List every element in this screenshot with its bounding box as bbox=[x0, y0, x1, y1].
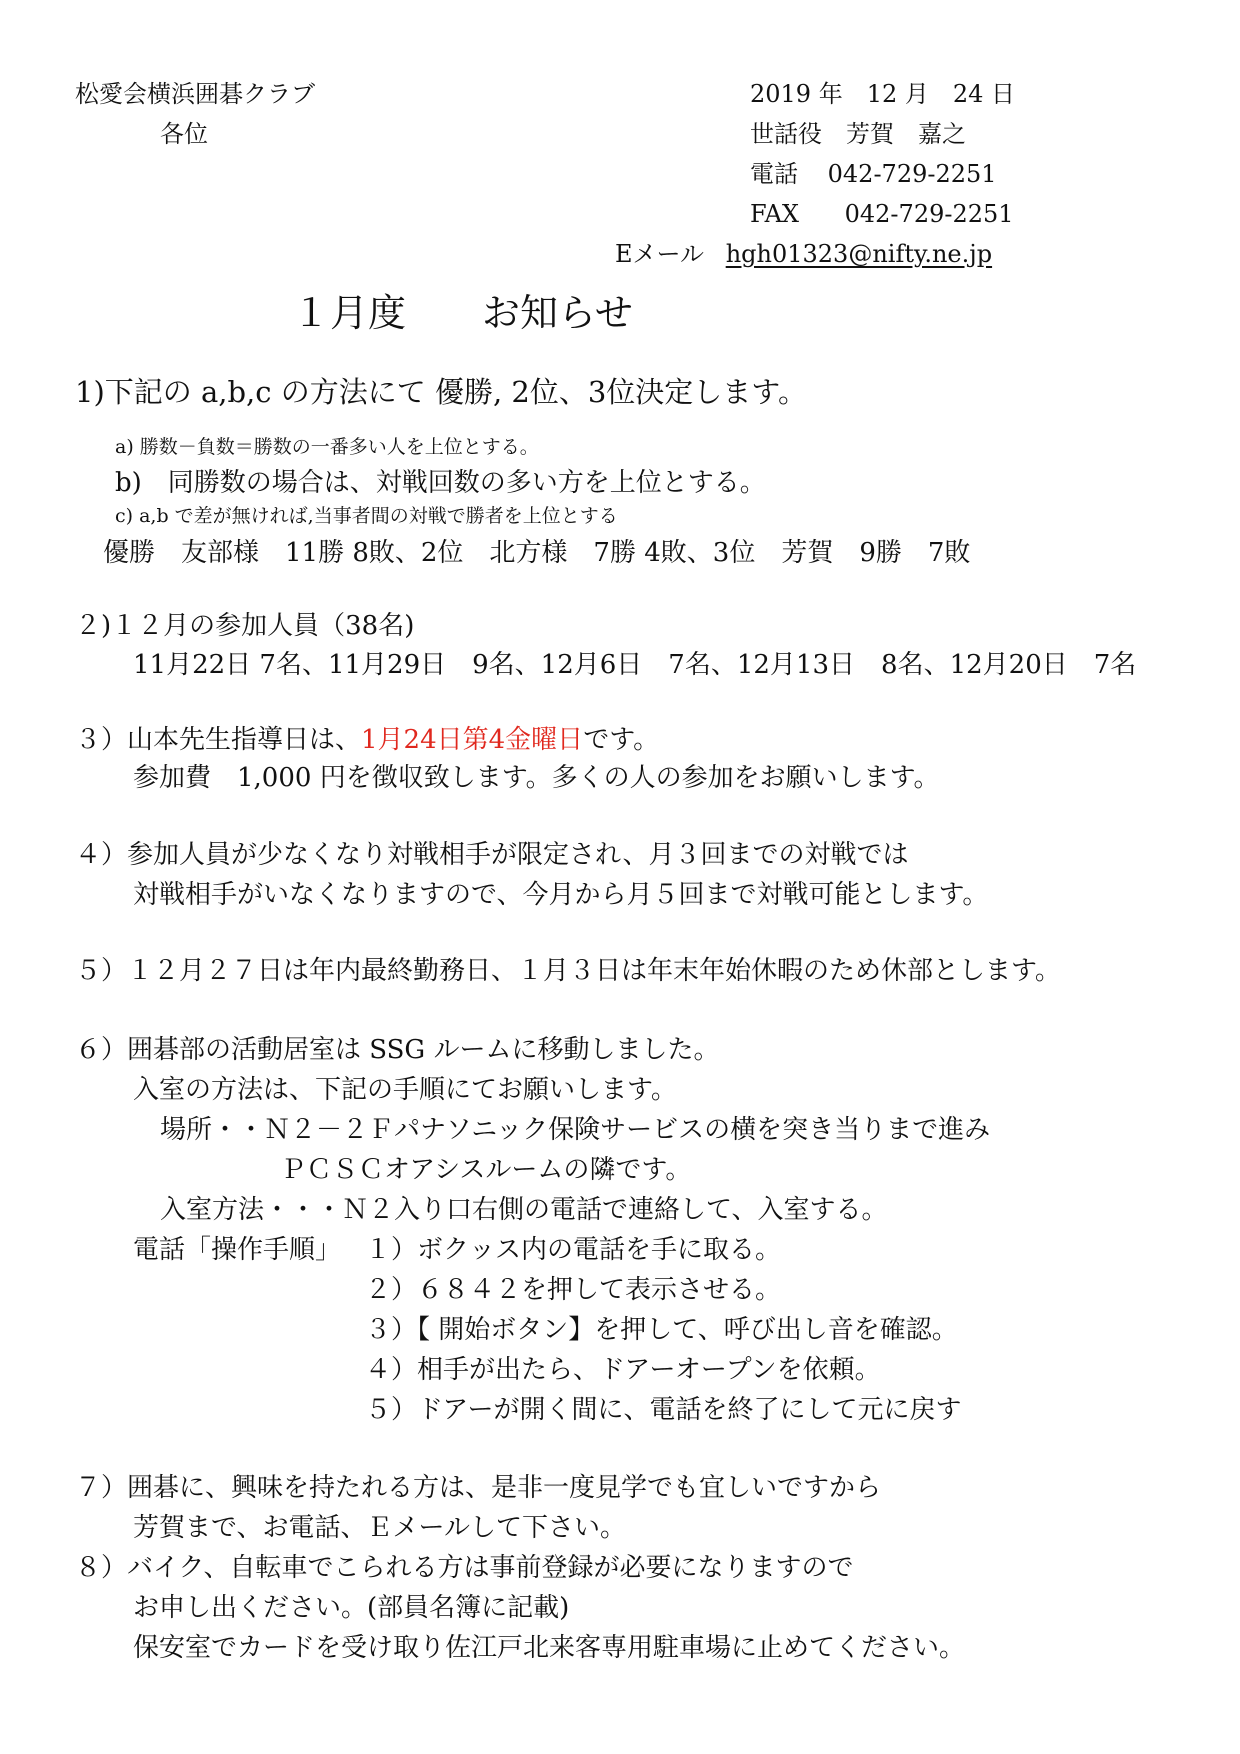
item8-line3: 保安室でカードを受け取り佐江戸北来客専用駐車場に止めてください。 bbox=[133, 1633, 966, 1663]
item8-line1: ８）バイク、自転車でこられる方は事前登録が必要になりますので bbox=[75, 1553, 854, 1583]
phone-number: 042-729-2251 bbox=[827, 160, 997, 188]
phone-label: 電話 bbox=[750, 160, 798, 188]
item3-highlight-date: 1月24日第4金曜日 bbox=[361, 725, 584, 755]
item1-result: 優勝 友部様 11勝 8敗、2位 北方様 7勝 4敗、3位 芳賀 9勝 7敗 bbox=[103, 538, 971, 568]
document-date: 2019 年 12 月 24 日 bbox=[750, 80, 1016, 108]
recipient-honorific: 各位 bbox=[160, 120, 208, 148]
item7-line2: 芳賀まで、お電話、Ｅメールして下さい。 bbox=[133, 1513, 626, 1543]
item3-suffix: です。 bbox=[583, 725, 660, 755]
item6-place2: ＰＣＳＣオアシスルームの隣です。 bbox=[280, 1155, 692, 1185]
item6-place1: 場所・・Ｎ２－２Ｆパナソニック保険サービスの横を突き当りまで進み bbox=[160, 1115, 991, 1145]
item6-step-4: ４）相手が出たら、ドアーオープンを依頼。 bbox=[365, 1355, 881, 1385]
item2-detail: 11月22日 7名、11月29日 9名、12月6日 7名、12月13日 8名、12月20日 7名 bbox=[133, 650, 1137, 680]
item7-line1: ７）囲碁に、興味を持たれる方は、是非一度見学でも宜しいですから bbox=[75, 1473, 882, 1503]
item6-step-3: ３）【 開始ボタン】を押して、呼び出し音を確認。 bbox=[365, 1315, 958, 1345]
item6-step-1: １）ボクッス内の電話を手に取る。 bbox=[365, 1235, 782, 1265]
item3-line1 bbox=[75, 727, 659, 753]
item4-line1: ４）参加人員が少なくなり対戦相手が限定され、月３回までの対戦では bbox=[75, 840, 909, 870]
item8-line2: お申し出ください。(部員名簿に記載) bbox=[133, 1593, 570, 1623]
item2-heading: ２)１２月の参加人員（38名) bbox=[75, 611, 415, 641]
email-link[interactable]: hgh01323@nifty.ne.jp bbox=[725, 240, 993, 268]
fax-line bbox=[750, 202, 1014, 226]
item4-line2: 対戦相手がいなくなりますので、今月から月５回まで対戦可能とします。 bbox=[133, 880, 989, 910]
item3-line2: 参加費 1,000 円を徴収致します。多くの人の参加をお願いします。 bbox=[133, 763, 940, 793]
email-line bbox=[615, 242, 992, 266]
phone-line bbox=[750, 162, 997, 186]
organizer: 世話役 芳賀 嘉之 bbox=[750, 120, 966, 148]
item6-line1: ６）囲碁部の活動居室は SSG ルームに移動しました。 bbox=[75, 1035, 720, 1065]
item1-heading: 1)下記の a,b,c の方法にて 優勝, 2位、3位決定します。 bbox=[75, 375, 807, 409]
item6-step-2: ２）６８４２を押して表示させる。 bbox=[365, 1275, 782, 1305]
item5-line1: ５）１２月２７日は年内最終勤務日、１月３日は年末年始休暇のため休部とします。 bbox=[75, 956, 1061, 986]
recipient-org: 松愛会横浜囲碁クラブ bbox=[75, 80, 315, 108]
fax-number: 042-729-2251 bbox=[844, 200, 1014, 228]
item6-entry: 入室方法・・・Ｎ２入り口右側の電話で連絡して、入室する。 bbox=[160, 1195, 888, 1225]
item3-prefix: ３）山本先生指導日は、 bbox=[75, 725, 362, 755]
item1-rule-c: c) a,b で差が無ければ,当事者間の対戦で勝者を上位とする bbox=[115, 505, 618, 527]
item6-line2: 入室の方法は、下記の手順にてお願いします。 bbox=[133, 1075, 677, 1105]
email-label: Eメール bbox=[615, 240, 705, 268]
item1-rule-b: b) 同勝数の場合は、対戦回数の多い方を上位とする。 bbox=[115, 468, 766, 498]
item6-step-5: ５）ドアーが開く間に、電話を終了にして元に戻す bbox=[365, 1395, 962, 1425]
fax-label: FAX bbox=[750, 200, 799, 228]
item1-rule-a: a) 勝数－負数＝勝数の一番多い人を上位とする。 bbox=[115, 436, 539, 458]
item6-phone-label: 電話「操作手順」 bbox=[133, 1235, 342, 1265]
page-title: １月度 お知らせ bbox=[292, 291, 633, 335]
